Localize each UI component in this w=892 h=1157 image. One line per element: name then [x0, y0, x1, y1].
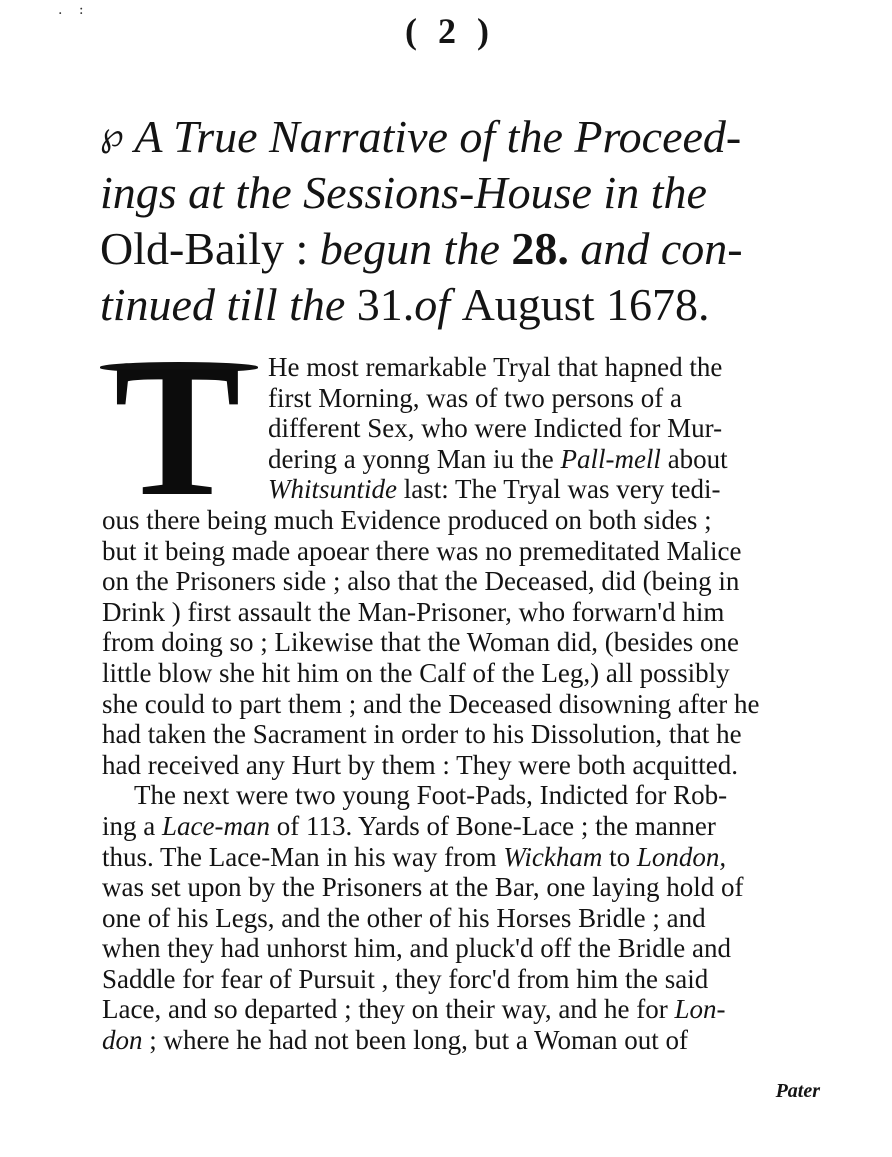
text-line: little blow she hit him on the Calf of the Leg,) all possibly: [102, 657, 730, 688]
text-line: had taken the Sacrament in order to his Dissolution, that he: [102, 719, 742, 750]
text-line: but it being made apoear there was no premeditated Malice: [102, 535, 742, 566]
italic-text-run: Lace-man: [162, 810, 270, 841]
text-run: last: The Tryal was very tedi-: [397, 474, 721, 505]
text-line: was set upon by the Prisoners at the Bar, one laying hold of: [102, 872, 744, 903]
text-line: [102, 444, 820, 475]
document-title: [100, 108, 820, 333]
text-run: ; where he had not been long, but a Woman out of: [142, 1025, 688, 1056]
text-line: from doing so ; Likewise that the Woman did, (besides one: [102, 627, 739, 658]
text-run: of 113. Yards of Bone-Lace ; the manner: [269, 810, 716, 841]
text-line: [102, 811, 820, 842]
text-line: one of his Legs, and the other of his Horses Bridle ; and: [102, 902, 706, 933]
italic-text-run: Lon-: [674, 994, 726, 1025]
italic-text-run: Pall-mell: [560, 443, 661, 474]
text-line: first Morning, was of two persons of a: [268, 382, 682, 413]
text-line: Drink ) first assault the Man-Prisoner, who forwarn'd him: [102, 596, 725, 627]
text-run: Lace, and so departed ; they on their way, and he for: [102, 994, 675, 1025]
body-text: [102, 352, 820, 1056]
text-line: different Sex, who were Indicted for Mur-: [268, 413, 723, 444]
title-line-2: ings at the Sessions-House in the: [100, 167, 707, 218]
drop-cap-letter: T: [114, 326, 241, 536]
text-line: The next were two young Foot-Pads, Indicted for Rob-: [134, 780, 728, 811]
text-run: ing a: [102, 810, 162, 841]
page-number: ( 2 ): [405, 11, 495, 51]
text-run: about: [660, 443, 728, 474]
text-line: [102, 842, 820, 873]
text-line: she could to part them ; and the Deceased disowning after he: [102, 688, 760, 719]
title-line-4: tinued till the 31.of August 1678.: [100, 279, 710, 330]
text-line: [102, 1025, 820, 1056]
text-line: when they had unhorst him, and pluck'd off the Bridle and: [102, 933, 731, 964]
italic-text-run: Whitsuntide: [268, 474, 397, 505]
text-line: [102, 474, 820, 505]
catchword: Pater: [775, 1080, 820, 1102]
ornament-icon: ℘: [100, 117, 124, 154]
text-run: thus. The Lace-Man in his way from: [102, 841, 504, 872]
italic-text-run: Wickham: [503, 841, 603, 872]
text-line: had received any Hurt by them : They were both acquitted.: [102, 749, 739, 780]
print-specks: . :: [58, 2, 90, 18]
title-line-3: Old-Baily : begun the 28. and con-: [100, 223, 743, 274]
text-line: [102, 994, 820, 1025]
text-run: to: [602, 841, 637, 872]
italic-text-run: London,: [636, 841, 727, 872]
text-line: on the Prisoners side ; also that the Deceased, did (being in: [102, 566, 740, 597]
text-line: ous there being much Evidence produced on both sides ;: [102, 504, 712, 535]
text-run: dering a yonng Man iu the: [268, 443, 561, 474]
text-line: Saddle for fear of Pursuit , they forc'd from him the said: [102, 963, 709, 994]
text-line: He most remarkable Tryal that hapned the: [268, 352, 723, 382]
italic-text-run: don: [102, 1025, 143, 1056]
title-line-1: ℘ A True Narrative of the Proceed-: [100, 111, 742, 162]
